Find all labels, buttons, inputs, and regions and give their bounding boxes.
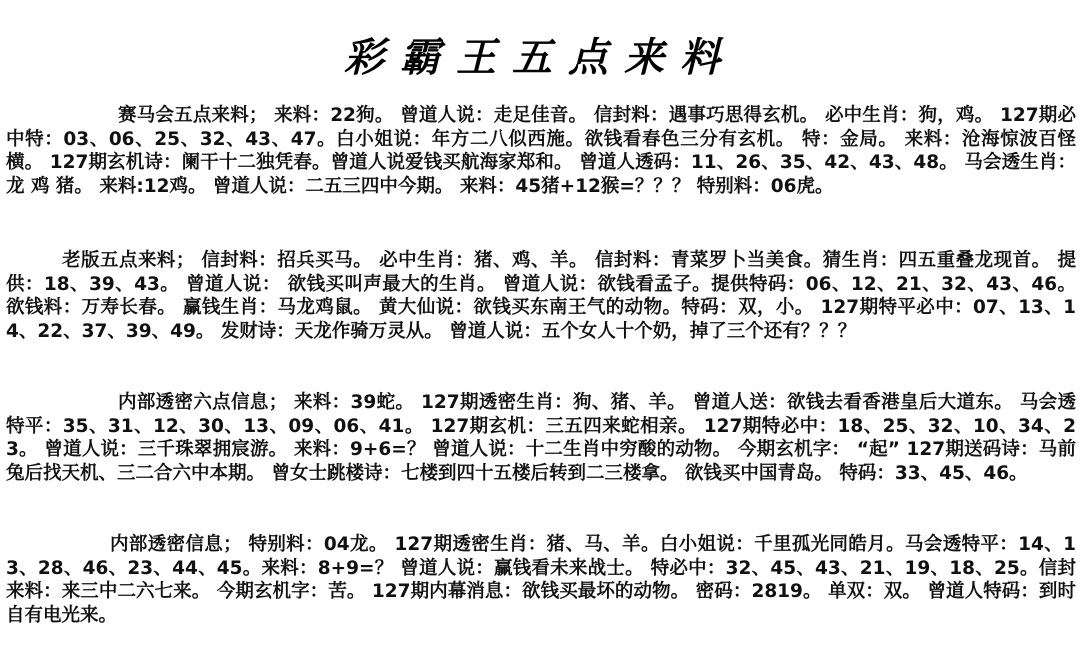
paragraph-laoban: 老版五点来料； 信封料：招兵买马。 必中生肖：猪、鸡、羊。 信封料：青菜罗卜当美食。猜生肖：四五重叠龙现首。 提供：18、39、43。 曾道人说： 欲钱买叫声最大的生肖。 曾道人说：欲钱看孟子。提供特码：06、12、21、32、43、46。 欲钱料：万寿长春。 赢钱生肖：马龙鸡鼠。 黄大仙说：欲钱买东南王气的动物。特码：双，小。 127期特平必中：07、13、14、22、37、39、49。 发财诗：天龙作骑万灵从。 曾道人说：五个女人十个奶，掉了三个还有？？？: [6, 250, 1076, 342]
paragraph-neibu-liudian: 内部透密六点信息； 来料：39蛇。 127期透密生肖：狗、猪、羊。 曾道人送：欲钱去看香港皇后大道东。 马会透特平：35、31、12、30、13、09、06、41。 127期玄机：三五四来蛇相亲。 127期特必中：18、25、32、10、34、23。 曾道人说：三千珠翠拥宸游。 来料：9+6=？ 曾道人说：十二生肖中穷酸的动物。 今期玄机字： “起” 127期送码诗：马前兔后找天机、三二合六中本期。 曾女士跳楼诗：七楼到四十五楼后转到二三楼拿。 欲钱买中国青岛。 特码：33、45、46。: [6, 392, 1076, 484]
paragraph-neibu-xinxi: 内部透密信息； 特别料：04龙。 127期透密生肖：猪、马、羊。白小姐说：千里孤光同皓月。马会透特平：14、13、28、46、23、44、45。来料：8+9=？ 曾道人说：赢钱看未来战士。 特必中：32、45、43、21、19、18、25。信封来料：来三中二六七来。 今期玄机字：苦。 127期内幕消息：欲钱买最坏的动物。 密码：2819。 单双：双。 曾道人特码：到时自有电光来。: [6, 534, 1076, 626]
document-title: 彩霸王五点来料: [344, 34, 736, 81]
paragraph-saimahui: 赛马会五点来料； 来料：22狗。 曾道人说：走足佳音。 信封料：遇事巧思得玄机。 必中生肖：狗，鸡。 127期必中特：03、06、25、32、43、47。白小姐说：年方二八似西施。欲钱看春色三分有玄机。 特：金局。 来料：沧海惊波百怪横。 127期玄机诗：阑干十二独凭春。曾道人说爱钱买航海家郑和。 曾道人透码：11、26、35、42、43、48。 马会透生肖：龙 鸡 猪。 来料:12鸡。 曾道人说：二五三四中今期。 来料：45猪+12猴=？？？ 特别料：06虎。: [6, 105, 1076, 197]
